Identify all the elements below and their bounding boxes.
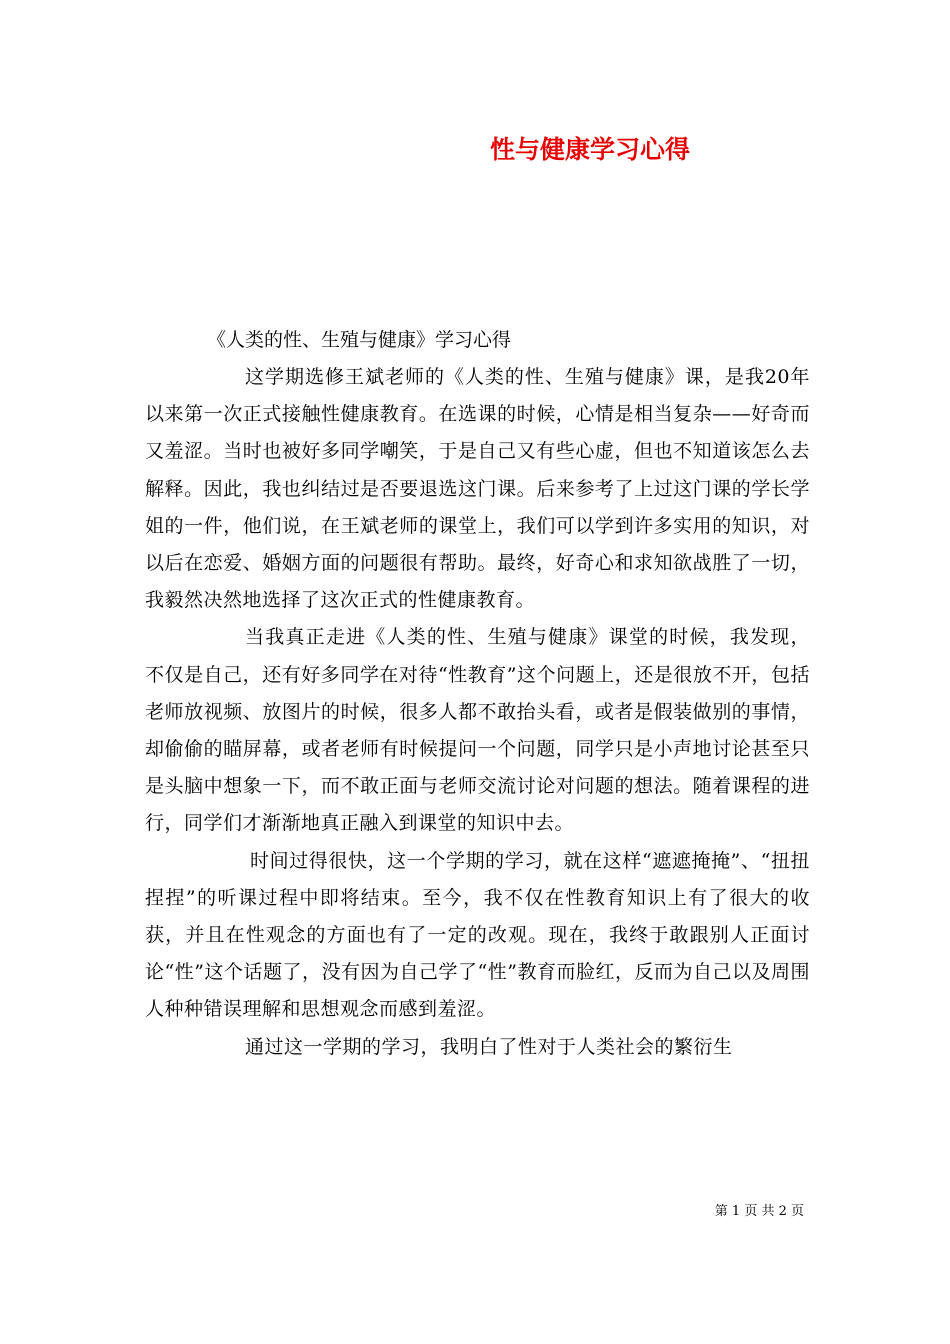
paragraph-2: 当我真正走进《人类的性、生殖与健康》课堂的时候，我发现，不仅是自己，还有好多同学在对待“性教育”这个问题上，还是很放不开，包括老师放视频、放图片的时候，很多人都不敢抬头看，或者是假装做别的事情，却偷偷的瞄屏幕，或者老师有时候提问一个问题，同学只是小声地讨论甚至只是头脑中想象一下，而不敢正面与老师交流讨论对问题的想法。随着课程的进行，同学们才渐渐地真正融入到课堂的知识中去。 [145, 626, 810, 835]
paragraph-3: 时间过得很快，这一个学期的学习，就在这样“遮遮掩掩”、“扭扭捏捏”的听课过程中即将结束。至今，我不仅在性教育知识上有了很大的收获，并且在性观念的方面也有了一定的改观。现在，我终于敢跟别人正面讨论“性”这个话题了，没有因为自己学了“性”教育而脸红，反而为自己以及周围人种种错误理解和思想观念而感到羞涩。 [145, 849, 810, 1021]
paragraph-1: 这学期选修王斌老师的《人类的性、生殖与健康》课，是我20年以来第一次正式接触性健康教育。在选课的时候，心情是相当复杂——好奇而又羞涩。当时也被好多同学嘲笑，于是自己又有些心虚，但也不知道该怎么去解释。因此，我也纠结过是否要退选这门课。后来参考了上过这门课的学长学姐的一件，他们说，在王斌老师的课堂上，我们可以学到许多实用的知识，对以后在恋爱、婚姻方面的问题很有帮助。最终，好奇心和求知欲战胜了一切，我毅然决然地选择了这次正式的性健康教育。 [145, 366, 810, 612]
document-subtitle: 《人类的性、生殖与健康》学习心得 [207, 329, 512, 351]
paragraph-4: 通过这一学期的学习，我明白了性对于人类社会的繁衍生 [245, 1035, 733, 1058]
page-number: 第 1 页 共 2 页 [714, 1204, 804, 1219]
document-body [145, 322, 810, 1066]
document-title: 性与健康学习心得 [489, 135, 690, 164]
